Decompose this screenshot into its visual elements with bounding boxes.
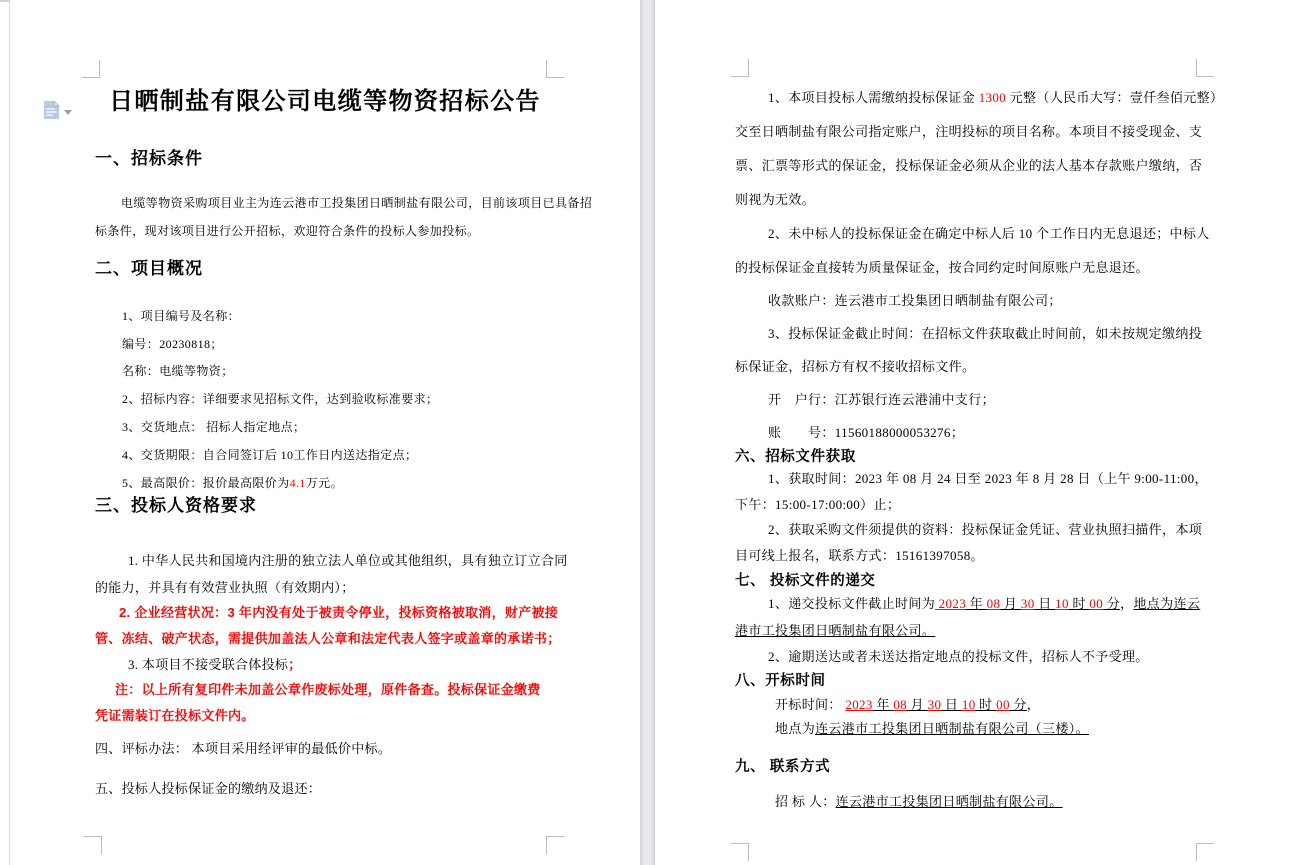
qualification-1-line-1: 1. 中华人民共和国境内注册的独立法人单位或其他组织，具有独立订立合同 (128, 553, 568, 568)
deposit-line: 票、汇票等形式的保证金，投标保证金必须从企业的法人基本存款账户缴纳，否 (735, 158, 1203, 173)
qualification-3: 3. 本项目不接受联合体投标； (128, 657, 302, 672)
acquire-line: 1、获取时间：2023 年 08 月 24 日至 2023 年 8 月 28 日（上午 9:00-11:00， (768, 471, 1208, 486)
section-5-line: 五、投标人投标保证金的缴纳及退还： (95, 781, 322, 796)
section-9-heading: 九、 联系方式 (735, 759, 831, 775)
crop-mark-bottom-right (1196, 843, 1214, 861)
note-line-1: 注：以上所有复印件未加盖公章作废标处理，原件备查。投标保证金缴费 (115, 682, 541, 697)
deposit-line: 的投标保证金直接转为质量保证金，按合同约定时间原账户无息退还。 (735, 260, 1149, 275)
submit-late-line: 2、逾期送达或者未送达指定地点的投标文件，招标人不予受理。 (768, 649, 1149, 664)
deposit-line: 则视为无效。 (735, 192, 816, 207)
document-page-1 (10, 0, 640, 865)
section-2-heading: 二、项目概况 (95, 259, 203, 278)
submit-deadline-line-2: 港市工投集团日晒制盐有限公司。 (735, 623, 936, 638)
note-line-2: 凭证需装订在投标文件内。 (95, 708, 255, 723)
deposit-line: 2、未中标人的投标保证金在确定中标人后 10 个工作日内无息退还；中标人 (768, 226, 1210, 241)
overview-item: 3、交货地点： 招标人指定地点； (122, 420, 306, 434)
deposit-line: 交至日晒制盐有限公司指定账户，注明投标的项目名称。本项目不接受现金、支 (735, 124, 1203, 139)
overview-item: 2、招标内容：详细要求见招标文件，达到验收标准要求； (122, 392, 439, 406)
crop-mark-top-left (82, 60, 100, 78)
qualification-2-line-2: 管、冻结、破产状态，需提供加盖法人公章和法定代表人签字或盖章的承诺书； (95, 631, 561, 646)
submit-deadline-line-1: 1、递交投标文件截止时间为 2023 年 08 月 30 日 10 时 00 分，地点为连云 (768, 596, 1201, 611)
crop-mark-top-right (1196, 59, 1214, 77)
bank-line: 开 户行：江苏银行连云港浦中支行； (768, 392, 995, 407)
overview-item: 1、项目编号及名称： (122, 309, 241, 323)
dropdown-arrow-icon[interactable] (64, 110, 72, 115)
deposit-line: 1、本项目投标人需缴纳投标保证金 1300 元整（人民币大写：壹仟叁佰元整） (768, 90, 1224, 105)
acquire-line: 下午：15:00-17:00:00）止； (735, 497, 901, 512)
qualification-2-line-1: 2. 企业经营状况：3 年内没有处于被责令停业，投标资格被取消，财产被接 (119, 605, 559, 620)
overview-item-max-price: 5、最高限价：报价最高限价为4.1万元。 (122, 476, 344, 490)
page-gap (640, 0, 655, 865)
acquire-line: 2、获取采购文件须提供的资料：投标保证金凭证、营业执照扫描件，本项 (768, 522, 1203, 537)
overview-item: 编号：20230818； (122, 337, 223, 351)
deposit-line: 3、投标保证金截止时间：在招标文件获取截止时间前，如未按规定缴纳投 (768, 326, 1203, 341)
paste-options-widget[interactable] (43, 100, 83, 124)
account-number-line: 账 号：11560188000053276； (768, 425, 965, 440)
crop-mark-bottom-left (84, 836, 102, 854)
overview-item: 名称：电缆等物资； (122, 364, 234, 378)
deposit-payee-line: 收款账户：连云港市工投集团日晒制盐有限公司； (768, 293, 1062, 308)
section-3-heading: 三、投标人资格要求 (95, 496, 257, 515)
intro-line-1: 电缆等物资采购项目业主为连云港市工投集团日晒制盐有限公司，目前该项目已具备招 (121, 196, 593, 210)
section-7-heading: 七、 投标文件的递交 (735, 573, 876, 589)
crop-mark-top-right (546, 60, 564, 78)
qualification-1-line-2: 的能力，并具有有效营业执照（有效期内）； (95, 580, 355, 595)
opening-place-line: 地点为连云港市工投集团日晒制盐有限公司（三楼）。 (775, 721, 1089, 736)
section-1-heading: 一、招标条件 (95, 149, 203, 168)
acquire-line: 目可线上报名，联系方式：15161397058。 (735, 548, 984, 563)
section-4-line: 四、评标办法： 本项目采用经评审的最低价中标。 (95, 741, 392, 756)
crop-mark-bottom-left (731, 843, 749, 861)
document-title: 日晒制盐有限公司电缆等物资招标公告 (109, 88, 541, 115)
opening-time-line: 开标时间： 2023 年 08 月 30 日 10 时 00 分， (775, 697, 1041, 712)
document-page-2 (655, 0, 1290, 865)
deposit-line: 标保证金，招标方有权不接收招标文件。 (735, 359, 976, 374)
intro-line-2: 标条件，现对该项目进行公开招标，欢迎符合条件的投标人参加投标。 (95, 224, 480, 238)
crop-mark-bottom-right (546, 836, 564, 854)
crop-mark-top-left (731, 59, 749, 77)
overview-item: 4、交货期限：自合同签订后 10工作日内送达指定点； (122, 448, 418, 462)
section-6-heading: 六、招标文件获取 (735, 449, 856, 465)
section-8-heading: 八、开标时间 (735, 673, 826, 689)
tenderer-line: 招 标 人：连云港市工投集团日晒制盐有限公司。 (775, 794, 1063, 809)
